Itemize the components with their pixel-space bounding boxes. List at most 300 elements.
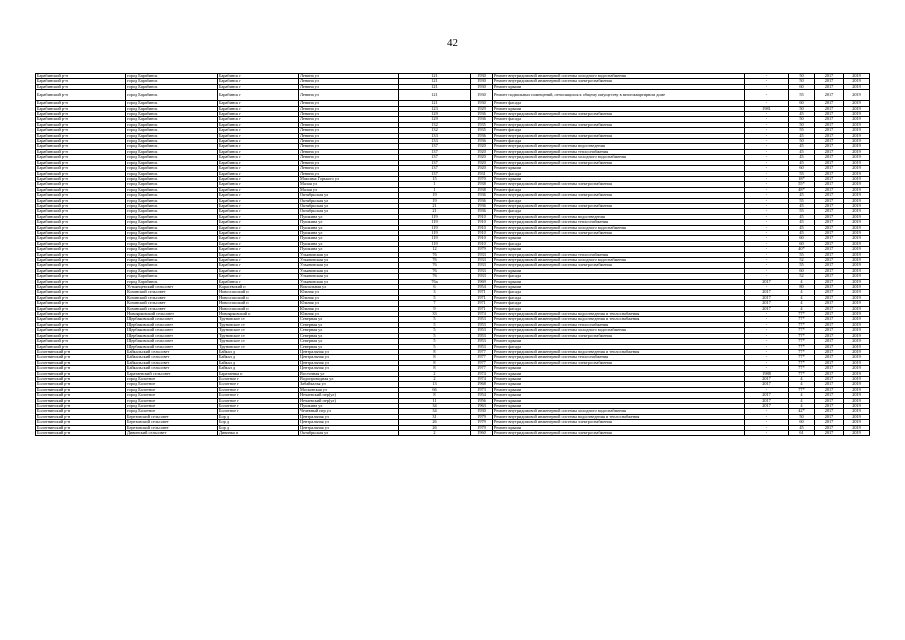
house-number-cell: 76 — [399, 258, 471, 263]
settlement-cell: Болотное г — [218, 387, 299, 392]
settlement-cell: Барабинск г — [218, 139, 299, 144]
wear-percent-cell: 50 — [789, 122, 815, 127]
settlement-cell: Барабинск г — [218, 258, 299, 263]
district-cell: Болотнинский р-н — [36, 366, 126, 371]
plan-start-cell: 2017 — [815, 236, 844, 241]
district-cell: Барабинский р-н — [36, 225, 126, 230]
settlement-cell: Барабинск г — [218, 279, 299, 284]
last-repair-year-cell: - — [745, 209, 789, 214]
last-repair-year-cell: 1988 — [745, 371, 789, 376]
wear-percent-cell: 45 — [789, 144, 815, 149]
plan-start-cell: 2017 — [815, 117, 844, 122]
street-cell: Центральная ул — [299, 349, 399, 354]
house-number-cell: 19 — [399, 198, 471, 203]
build-year-cell: 1936 — [471, 133, 493, 138]
municipality-cell: город Барабинск — [126, 241, 218, 246]
work-type-cell: Ремонт крыши — [493, 166, 745, 171]
build-year-cell: 1920 — [471, 160, 493, 165]
street-cell: Ленина ул — [299, 74, 399, 79]
municipality-cell: город Барабинск — [126, 79, 218, 84]
street-cell: Южная ул — [299, 290, 399, 295]
street-cell: Ульяновская ул — [299, 252, 399, 257]
house-number-cell: 13 — [399, 382, 471, 387]
plan-start-cell: 2017 — [815, 376, 844, 381]
settlement-cell: Барабинск г — [218, 90, 299, 101]
last-repair-year-cell: - — [745, 322, 789, 327]
district-cell: Болотнинский р-н — [36, 398, 126, 403]
wear-percent-cell: 50 — [789, 139, 815, 144]
last-repair-year-cell: - — [745, 203, 789, 208]
settlement-cell: Барабинск г — [218, 149, 299, 154]
build-year-cell: 1920 — [471, 166, 493, 171]
wear-percent-cell: 55 — [789, 263, 815, 268]
plan-start-cell: 2017 — [815, 133, 844, 138]
last-repair-year-cell: 2017 — [745, 403, 789, 408]
last-repair-year-cell: - — [745, 366, 789, 371]
wear-percent-cell: 4 — [789, 398, 815, 403]
wear-percent-cell: 40* — [789, 247, 815, 252]
plan-end-cell: 2019 — [844, 193, 870, 198]
settlement-cell: Барабинск г — [218, 74, 299, 79]
district-cell: Болотнинский р-н — [36, 349, 126, 354]
plan-end-cell: 2019 — [844, 317, 870, 322]
work-type-cell: Ремонт фасада — [493, 241, 745, 246]
house-number-cell: 121 — [399, 90, 471, 101]
district-cell: Барабинский р-н — [36, 236, 126, 241]
plan-start-cell: 2017 — [815, 214, 844, 219]
plan-start-cell: 2017 — [815, 79, 844, 84]
district-cell: Болотнинский р-н — [36, 431, 126, 436]
plan-start-cell: 2017 — [815, 198, 844, 203]
street-cell: Пушкина ул — [299, 236, 399, 241]
house-number-cell: 133 — [399, 139, 471, 144]
street-cell: Ленина ул — [299, 122, 399, 127]
work-type-cell: Ремонт внутридомовой инженерной системы водоотведения — [493, 214, 745, 219]
district-cell: Барабинский р-н — [36, 241, 126, 246]
settlement-cell: Барабинск г — [218, 133, 299, 138]
wear-percent-cell: 50 — [789, 117, 815, 122]
street-cell: Октябрьская ул — [299, 198, 399, 203]
wear-percent-cell: 80 — [789, 285, 815, 290]
street-cell: Пушкина ул — [299, 247, 399, 252]
plan-end-cell: 2019 — [844, 339, 870, 344]
work-type-cell: Ремонт внутридомовой инженерной системы электроснабжения — [493, 122, 745, 127]
plan-end-cell: 2019 — [844, 171, 870, 176]
municipality-cell: город Барабинск — [126, 166, 218, 171]
plan-end-cell: 2019 — [844, 344, 870, 349]
district-cell: Барабинский р-н — [36, 344, 126, 349]
street-cell: Ленина ул — [299, 112, 399, 117]
table-body — [36, 74, 870, 436]
build-year-cell: 1971 — [471, 301, 493, 306]
plan-end-cell: 2019 — [844, 328, 870, 333]
plan-start-cell: 2017 — [815, 160, 844, 165]
district-cell: Барабинский р-н — [36, 101, 126, 106]
municipality-cell: город Барабинск — [126, 101, 218, 106]
last-repair-year-cell: - — [745, 220, 789, 225]
last-repair-year-cell: - — [745, 349, 789, 354]
wear-percent-cell: 77* — [789, 328, 815, 333]
build-year-cell: 1979 — [471, 414, 493, 419]
work-type-cell: Ремонт внутридомовой инженерной системы электроснабжения — [493, 333, 745, 338]
settlement-cell: Труновское ст — [218, 339, 299, 344]
build-year-cell: 1910 — [471, 236, 493, 241]
settlement-cell: Новоспасский п — [218, 306, 299, 311]
build-year-cell: 1933 — [471, 268, 493, 273]
table-container — [35, 73, 869, 436]
plan-end-cell: 2019 — [844, 198, 870, 203]
district-cell: Барабинский р-н — [36, 295, 126, 300]
last-repair-year-cell: - — [745, 274, 789, 279]
plan-start-cell: 2017 — [815, 322, 844, 327]
municipality-cell: город Барабинск — [126, 160, 218, 165]
settlement-cell: Болотное г — [218, 403, 299, 408]
settlement-cell: Барабинск г — [218, 225, 299, 230]
last-repair-year-cell: - — [745, 171, 789, 176]
plan-end-cell: 2019 — [844, 290, 870, 295]
build-year-cell: 1953 — [471, 322, 493, 327]
last-repair-year-cell: 2017 — [745, 382, 789, 387]
municipality-cell: Козинский сельсовет — [126, 306, 218, 311]
work-type-cell: Ремонт внутридомовой инженерной системы холодного водоснабжения — [493, 328, 745, 333]
wear-percent-cell: 45 — [789, 193, 815, 198]
last-repair-year-cell: - — [745, 360, 789, 365]
plan-end-cell: 2019 — [844, 431, 870, 436]
work-type-cell: Ремонт внутридомовой инженерной системы электроснабжения — [493, 360, 745, 365]
wear-percent-cell: 50 — [789, 414, 815, 419]
house-number-cell: 21 — [399, 209, 471, 214]
house-number-cell: 121 — [399, 74, 471, 79]
last-repair-year-cell: 2017 — [745, 279, 789, 284]
wear-percent-cell: 77* — [789, 312, 815, 317]
build-year-cell: 1936 — [471, 193, 493, 198]
district-cell: Барабинский р-н — [36, 144, 126, 149]
house-number-cell: 31 — [399, 414, 471, 419]
work-type-cell: Ремонт внутридомовой инженерной системы холодного водоснабжения — [493, 225, 745, 230]
district-cell: Барабинский р-н — [36, 306, 126, 311]
municipality-cell: город Барабинск — [126, 203, 218, 208]
wear-percent-cell: 77* — [789, 339, 815, 344]
house-number-cell: 119 — [399, 214, 471, 219]
plan-end-cell: 2019 — [844, 355, 870, 360]
last-repair-year-cell: - — [745, 355, 789, 360]
work-type-cell: Ремонт крыши — [493, 425, 745, 430]
wear-percent-cell: 45 — [789, 112, 815, 117]
municipality-cell: город Барабинск — [126, 279, 218, 284]
plan-end-cell: 2019 — [844, 393, 870, 398]
street-cell: Центральная ул — [299, 414, 399, 419]
municipality-cell: город Болотное — [126, 403, 218, 408]
wear-percent-cell: 60 — [789, 101, 815, 106]
wear-percent-cell: 4 — [789, 301, 815, 306]
settlement-cell: Барабинск г — [218, 198, 299, 203]
build-year-cell: 1979 — [471, 420, 493, 425]
house-number-cell: 66 — [399, 387, 471, 392]
district-cell: Барабинский р-н — [36, 84, 126, 89]
last-repair-year-cell: - — [745, 101, 789, 106]
plan-start-cell: 2017 — [815, 84, 844, 89]
plan-end-cell: 2019 — [844, 409, 870, 414]
street-cell: Южная ул — [299, 306, 399, 311]
plan-start-cell: 2017 — [815, 425, 844, 430]
street-cell: Ленина ул — [299, 133, 399, 138]
settlement-cell: Новоярковский п — [218, 312, 299, 317]
house-number-cell: 5 — [399, 344, 471, 349]
plan-start-cell: 2017 — [815, 349, 844, 354]
plan-end-cell: 2019 — [844, 258, 870, 263]
house-number-cell: 76 — [399, 274, 471, 279]
work-type-cell: Ремонт внутридомовой инженерной системы холодного водоснабжения — [493, 258, 745, 263]
district-cell: Болотнинский р-н — [36, 403, 126, 408]
wear-percent-cell: 45 — [789, 203, 815, 208]
last-repair-year-cell: - — [745, 133, 789, 138]
wear-percent-cell: 60 — [789, 268, 815, 273]
house-number-cell: 6 — [399, 285, 471, 290]
house-number-cell: 5 — [399, 295, 471, 300]
municipality-cell: Щербаковский сельсовет — [126, 322, 218, 327]
house-number-cell: 121 — [399, 101, 471, 106]
settlement-cell: Барабинск г — [218, 182, 299, 187]
district-cell: Барабинский р-н — [36, 176, 126, 181]
work-type-cell: Ремонт внутридомовой инженерной системы электроснабжения — [493, 203, 745, 208]
last-repair-year-cell: - — [745, 79, 789, 84]
work-type-cell: Ремонт внутридомовой инженерной системы теплоснабжения — [493, 220, 745, 225]
street-cell: Ульяновская ул — [299, 279, 399, 284]
municipality-cell: город Барабинск — [126, 214, 218, 219]
plan-end-cell: 2019 — [844, 90, 870, 101]
last-repair-year-cell: - — [745, 247, 789, 252]
settlement-cell: Труновское ст — [218, 344, 299, 349]
municipality-cell: Щербаковский сельсовет — [126, 344, 218, 349]
last-repair-year-cell: - — [745, 230, 789, 235]
street-cell: Центральная ул — [299, 425, 399, 430]
work-type-cell: Ремонт внутридомовой инженерной системы теплоснабжения — [493, 149, 745, 154]
build-year-cell: 1979 — [471, 425, 493, 430]
street-cell: Ленина ул — [299, 155, 399, 160]
work-type-cell: Ремонт крыши — [493, 339, 745, 344]
work-type-cell: Ремонт крыши — [493, 403, 745, 408]
district-cell: Болотнинский р-н — [36, 382, 126, 387]
street-cell: Ленина ул — [299, 79, 399, 84]
house-number-cell: 8 — [399, 393, 471, 398]
house-number-cell: 5 — [399, 317, 471, 322]
build-year-cell: 1969 — [471, 279, 493, 284]
settlement-cell: Болотное г — [218, 376, 299, 381]
build-year-cell: 1971 — [471, 306, 493, 311]
house-number-cell: 132 — [399, 122, 471, 127]
wear-percent-cell: 77* — [789, 371, 815, 376]
municipality-cell: город Болотное — [126, 393, 218, 398]
last-repair-year-cell: - — [745, 149, 789, 154]
wear-percent-cell: 77* — [789, 333, 815, 338]
work-type-cell: Ремонт фасада — [493, 301, 745, 306]
wear-percent-cell: 4 — [789, 295, 815, 300]
build-year-cell: 1936 — [471, 203, 493, 208]
street-cell: Ленина ул — [299, 84, 399, 89]
settlement-cell: Барабинск г — [218, 128, 299, 133]
district-cell: Барабинский р-н — [36, 209, 126, 214]
settlement-cell: Байкал д — [218, 360, 299, 365]
street-cell: Ульяновская ул — [299, 263, 399, 268]
wear-percent-cell: 45 — [789, 214, 815, 219]
wear-percent-cell: 4 — [789, 290, 815, 295]
settlement-cell: Байкал д — [218, 355, 299, 360]
settlement-cell: Барабинск г — [218, 241, 299, 246]
street-cell: Ульяновская ул — [299, 274, 399, 279]
wear-percent-cell: 45 — [789, 160, 815, 165]
work-type-cell: Ремонт внутридомовой инженерной системы электроснабжения — [493, 193, 745, 198]
work-type-cell: Ремонт фасада — [493, 306, 745, 311]
district-cell: Барабинский р-н — [36, 263, 126, 268]
house-number-cell: 76а — [399, 279, 471, 284]
settlement-cell: Труновское ст — [218, 333, 299, 338]
plan-start-cell: 2017 — [815, 295, 844, 300]
plan-start-cell: 2017 — [815, 328, 844, 333]
last-repair-year-cell: 2017 — [745, 290, 789, 295]
settlement-cell: Бор д — [218, 420, 299, 425]
house-number-cell: 33 — [399, 312, 471, 317]
build-year-cell: 1953 — [471, 333, 493, 338]
municipality-cell: город Барабинск — [126, 225, 218, 230]
district-cell: Барабинский р-н — [36, 112, 126, 117]
last-repair-year-cell: - — [745, 328, 789, 333]
street-cell: Ленина ул — [299, 106, 399, 111]
table-row — [36, 431, 870, 436]
wear-percent-cell: 48* — [789, 187, 815, 192]
street-cell: Пушкина ул — [299, 241, 399, 246]
district-cell: Болотнинский р-н — [36, 360, 126, 365]
build-year-cell: 1971 — [471, 295, 493, 300]
plan-start-cell: 2017 — [815, 112, 844, 117]
house-number-cell: 5 — [399, 328, 471, 333]
street-cell: Южная ул — [299, 295, 399, 300]
house-number-cell: 137 — [399, 171, 471, 176]
plan-end-cell: 2019 — [844, 366, 870, 371]
district-cell: Болотнинский р-н — [36, 371, 126, 376]
build-year-cell: 1930 — [471, 79, 493, 84]
street-cell: Центральная ул — [299, 420, 399, 425]
street-cell: Восточная ул — [299, 371, 399, 376]
house-number-cell: 8 — [399, 355, 471, 360]
municipality-cell: Щербаковский сельсовет — [126, 328, 218, 333]
work-type-cell: Ремонт крыши — [493, 247, 745, 252]
settlement-cell: Новоспасский п — [218, 301, 299, 306]
district-cell: Барабинский р-н — [36, 317, 126, 322]
street-cell: Ленина ул — [299, 149, 399, 154]
municipality-cell: город Барабинск — [126, 252, 218, 257]
wear-percent-cell: 77* — [789, 322, 815, 327]
street-cell: Центральная ул — [299, 355, 399, 360]
district-cell: Барабинский р-н — [36, 247, 126, 252]
house-number-cell: 5 — [399, 333, 471, 338]
last-repair-year-cell: - — [745, 214, 789, 219]
settlement-cell: Новоспасский п — [218, 290, 299, 295]
municipality-cell: Березовский сельсовет — [126, 420, 218, 425]
wear-percent-cell: 4 — [789, 279, 815, 284]
street-cell: Центральная ул — [299, 366, 399, 371]
wear-percent-cell: 77* — [789, 349, 815, 354]
last-repair-year-cell: 2017 — [745, 301, 789, 306]
plan-end-cell: 2019 — [844, 203, 870, 208]
wear-percent-cell: 45 — [789, 225, 815, 230]
build-year-cell: 1938 — [471, 182, 493, 187]
district-cell: Барабинский р-н — [36, 79, 126, 84]
work-type-cell: Ремонт крыши — [493, 176, 745, 181]
build-year-cell: 1971 — [471, 290, 493, 295]
plan-start-cell: 2017 — [815, 393, 844, 398]
municipality-cell: Щербаковский сельсовет — [126, 333, 218, 338]
last-repair-year-cell: 2017 — [745, 306, 789, 311]
work-type-cell: Ремонт крыши — [493, 393, 745, 398]
plan-start-cell: 2017 — [815, 225, 844, 230]
street-cell: Северная ул — [299, 333, 399, 338]
work-type-cell: Ремонт фасада — [493, 128, 745, 133]
work-type-cell: Ремонт крыши — [493, 371, 745, 376]
work-type-cell: Ремонт фасада — [493, 209, 745, 214]
house-number-cell: 8 — [399, 349, 471, 354]
municipality-cell: Байкальский сельсовет — [126, 366, 218, 371]
work-type-cell: Ремонт внутридомовой инженерной системы водоотведения и теплоснабжения — [493, 349, 745, 354]
plan-start-cell: 2017 — [815, 290, 844, 295]
plan-start-cell: 2017 — [815, 398, 844, 403]
repair-schedule-table — [35, 73, 870, 436]
settlement-cell: Барабинск г — [218, 166, 299, 171]
wear-percent-cell: 77* — [789, 317, 815, 322]
last-repair-year-cell: 1981 — [745, 106, 789, 111]
street-cell: Северная ул — [299, 339, 399, 344]
municipality-cell: Березовский сельсовет — [126, 425, 218, 430]
work-type-cell: Ремонт крыши — [493, 398, 745, 403]
plan-start-cell: 2017 — [815, 230, 844, 235]
last-repair-year-cell: - — [745, 333, 789, 338]
plan-start-cell: 2017 — [815, 268, 844, 273]
plan-end-cell: 2019 — [844, 247, 870, 252]
work-type-cell: Ремонт внутридомовой инженерной системы электроснабжения — [493, 420, 745, 425]
work-type-cell: Ремонт внутридомовой инженерной системы теплоснабжения — [493, 355, 745, 360]
municipality-cell: город Барабинск — [126, 84, 218, 89]
plan-start-cell: 2017 — [815, 274, 844, 279]
street-cell: Ульяновская ул — [299, 258, 399, 263]
wear-percent-cell: 77* — [789, 344, 815, 349]
settlement-cell: Барабинск г — [218, 112, 299, 117]
plan-end-cell: 2019 — [844, 403, 870, 408]
settlement-cell: Карасевский п — [218, 285, 299, 290]
wear-percent-cell: 45 — [789, 149, 815, 154]
last-repair-year-cell: - — [745, 187, 789, 192]
plan-end-cell: 2019 — [844, 414, 870, 419]
street-cell: Ленина ул — [299, 160, 399, 165]
build-year-cell: 1953 — [471, 339, 493, 344]
build-year-cell: 1954 — [471, 393, 493, 398]
work-type-cell: Ремонт внутридомовой инженерной системы электроснабжения — [493, 79, 745, 84]
wear-percent-cell: 55* — [789, 182, 815, 187]
plan-start-cell: 2017 — [815, 371, 844, 376]
plan-end-cell: 2019 — [844, 225, 870, 230]
last-repair-year-cell: - — [745, 268, 789, 273]
settlement-cell: Барабинск г — [218, 236, 299, 241]
street-cell: Ульяновская ул — [299, 268, 399, 273]
work-type-cell: Ремонт внутридомовой инженерной системы электроснабжения — [493, 160, 745, 165]
settlement-cell: Болотное г — [218, 382, 299, 387]
district-cell: Барабинский р-н — [36, 279, 126, 284]
district-cell: Барабинский р-н — [36, 74, 126, 79]
district-cell: Барабинский р-н — [36, 171, 126, 176]
plan-end-cell: 2019 — [844, 382, 870, 387]
wear-percent-cell: 45 — [789, 155, 815, 160]
house-number-cell: 8 — [399, 360, 471, 365]
work-type-cell: Ремонт крыши — [493, 387, 745, 392]
wear-percent-cell: 60 — [789, 236, 815, 241]
